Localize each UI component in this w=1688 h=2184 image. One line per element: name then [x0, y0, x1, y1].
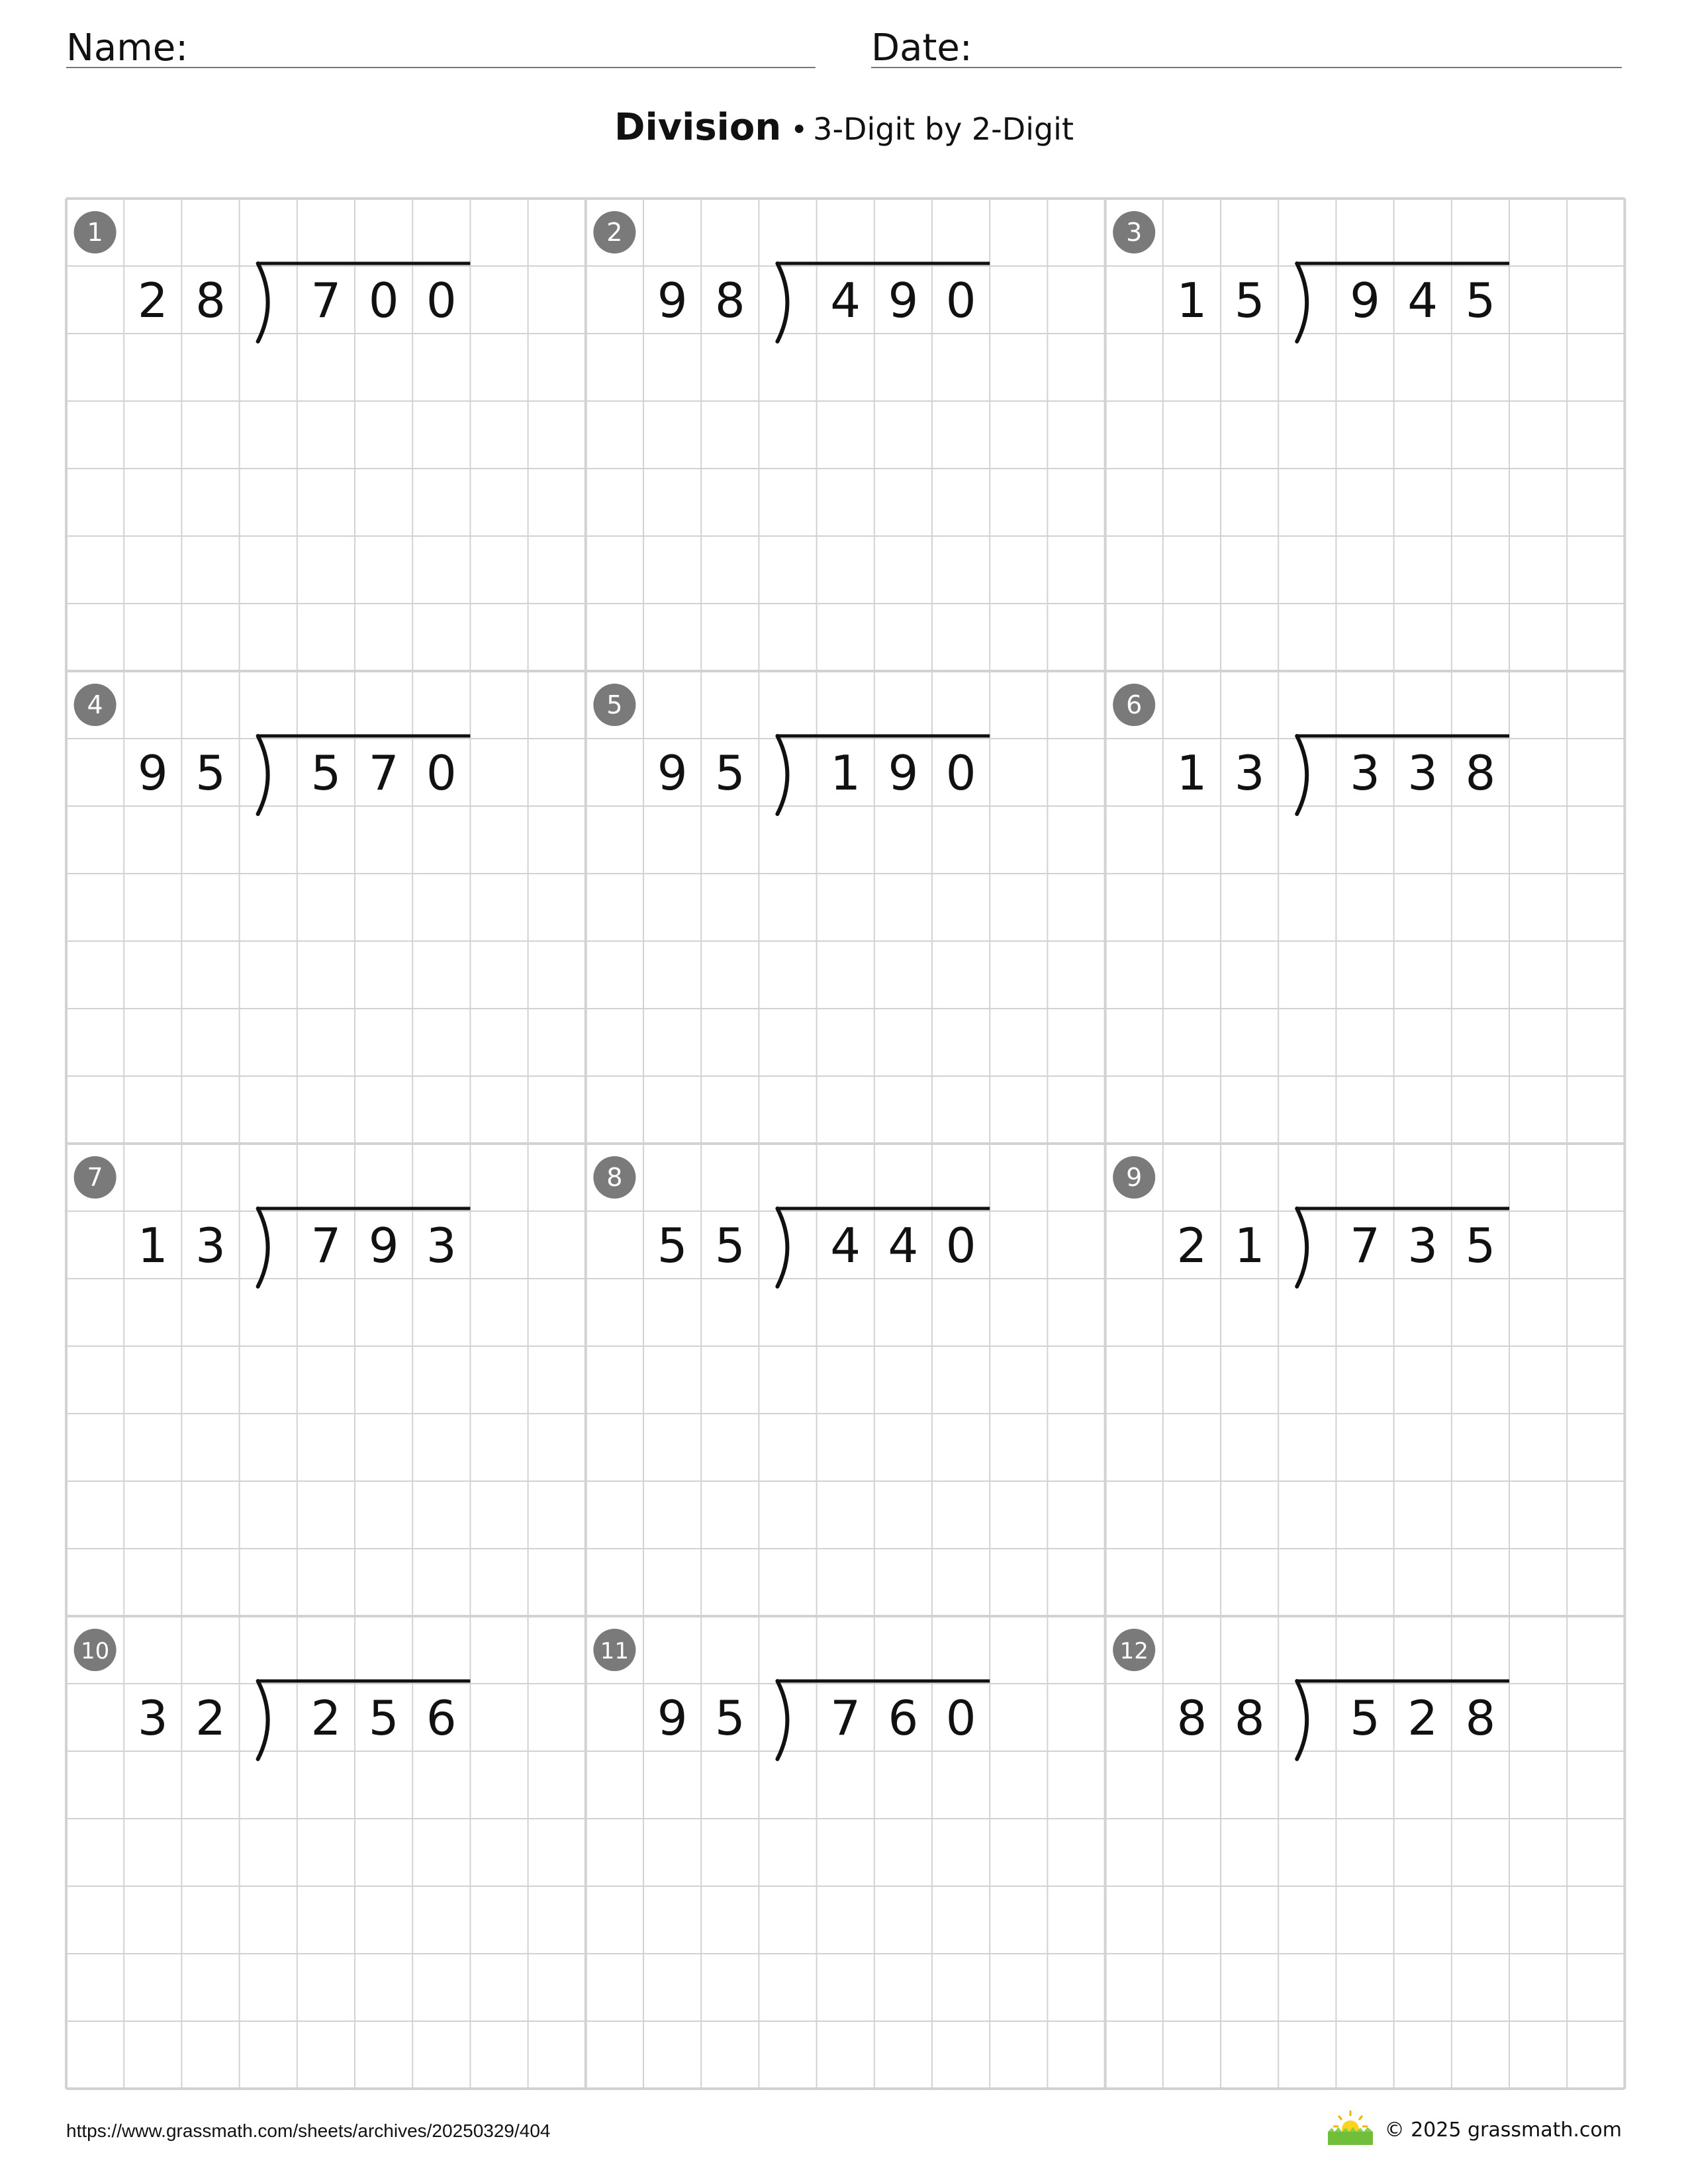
problem-number: 2: [606, 218, 623, 247]
divisor-digit: 5: [1234, 273, 1265, 328]
divisor-digit: 5: [714, 745, 745, 801]
problem-number: 8: [606, 1163, 623, 1192]
divisor-digit: 1: [1176, 273, 1207, 328]
division-bracket: [777, 263, 787, 341]
dividend-digit: 9: [1350, 273, 1380, 328]
dividend-digit: 3: [1407, 745, 1438, 801]
divisor-digit: 5: [195, 745, 226, 801]
dividend-digit: 7: [1350, 1218, 1380, 1273]
problem-number: 3: [1126, 218, 1143, 247]
dividend-digit: 0: [426, 273, 457, 328]
date-label: Date:: [871, 26, 972, 69]
division-bracket: [777, 1208, 787, 1287]
divisor-digit: 8: [1176, 1690, 1207, 1746]
dividend-digit: 9: [888, 273, 919, 328]
title-separator: •: [790, 113, 808, 147]
dividend-digit: 9: [368, 1218, 399, 1273]
division-bracket: [1297, 1208, 1307, 1287]
title-subtitle: 3-Digit by 2-Digit: [813, 111, 1074, 147]
divisor-digit: 8: [714, 273, 745, 328]
dividend-digit: 0: [945, 273, 976, 328]
divisor-digit: 9: [137, 745, 168, 801]
divisor-digit: 5: [714, 1218, 745, 1273]
problem-number: 4: [87, 690, 103, 719]
footer-url: https://www.grassmath.com/sheets/archives/20250329/404: [66, 2120, 551, 2141]
division-bracket: [258, 736, 268, 814]
divisor-digit: 9: [657, 273, 688, 328]
dividend-digit: 1: [830, 745, 861, 801]
dividend-digit: 5: [368, 1690, 399, 1746]
dividend-digit: 0: [426, 745, 457, 801]
divisor-digit: 9: [657, 1690, 688, 1746]
dividend-digit: 9: [888, 745, 919, 801]
dividend-digit: 6: [888, 1690, 919, 1746]
divisor-digit: 2: [137, 273, 168, 328]
dividend-digit: 4: [830, 273, 861, 328]
name-label: Name:: [66, 26, 189, 69]
problem-number: 11: [600, 1638, 630, 1664]
dividend-digit: 5: [310, 745, 342, 801]
divisor-digit: 3: [1234, 745, 1265, 801]
dividend-digit: 5: [1350, 1690, 1380, 1746]
dividend-digit: 2: [310, 1690, 342, 1746]
dividend-digit: 8: [1465, 1690, 1496, 1746]
dividend-digit: 3: [1350, 745, 1380, 801]
dividend-digit: 4: [888, 1218, 919, 1273]
divisor-digit: 1: [1176, 745, 1207, 801]
problem-number: 9: [1126, 1163, 1143, 1192]
dividend-digit: 3: [1407, 1218, 1438, 1273]
division-bracket: [258, 263, 268, 341]
dividend-digit: 0: [368, 273, 399, 328]
division-bracket: [1297, 736, 1307, 814]
dividend-digit: 6: [426, 1690, 457, 1746]
problem-number: 5: [606, 690, 623, 719]
divisor-digit: 5: [657, 1218, 688, 1273]
dividend-digit: 0: [945, 1690, 976, 1746]
divisor-digit: 2: [195, 1690, 226, 1746]
divisor-digit: 3: [137, 1690, 168, 1746]
dividend-digit: 7: [368, 745, 399, 801]
problem-number: 12: [1119, 1638, 1149, 1664]
division-bracket: [258, 1681, 268, 1759]
division-bracket: [1297, 1681, 1307, 1759]
division-bracket: [777, 736, 787, 814]
dividend-digit: 5: [1465, 273, 1496, 328]
divisor-digit: 1: [137, 1218, 168, 1273]
division-bracket: [258, 1208, 268, 1287]
divisor-digit: 8: [1234, 1690, 1265, 1746]
title-main: Division: [614, 106, 782, 149]
dividend-digit: 4: [1407, 273, 1438, 328]
dividend-digit: 4: [830, 1218, 861, 1273]
divisor-digit: 8: [195, 273, 226, 328]
footer-copyright: © 2025 grassmath.com: [1384, 2118, 1622, 2142]
divisor-digit: 1: [1234, 1218, 1265, 1273]
divisor-digit: 5: [714, 1690, 745, 1746]
dividend-digit: 3: [426, 1218, 457, 1273]
divisor-digit: 2: [1176, 1218, 1207, 1273]
problem-number: 7: [87, 1163, 103, 1192]
sun-over-grass-icon: [1324, 2108, 1377, 2148]
dividend-digit: 7: [310, 273, 342, 328]
division-bracket: [777, 1681, 787, 1759]
divisor-digit: 9: [657, 745, 688, 801]
dividend-digit: 8: [1465, 745, 1496, 801]
dividend-digit: 2: [1407, 1690, 1438, 1746]
problem-number: 6: [1126, 690, 1143, 719]
dividend-digit: 0: [945, 745, 976, 801]
dividend-digit: 7: [830, 1690, 861, 1746]
problem-number: 10: [80, 1638, 110, 1664]
dividend-digit: 5: [1465, 1218, 1496, 1273]
dividend-digit: 7: [310, 1218, 342, 1273]
division-bracket: [1297, 263, 1307, 341]
dividend-digit: 0: [945, 1218, 976, 1273]
problem-number: 1: [87, 218, 103, 247]
divisor-digit: 3: [195, 1218, 226, 1273]
